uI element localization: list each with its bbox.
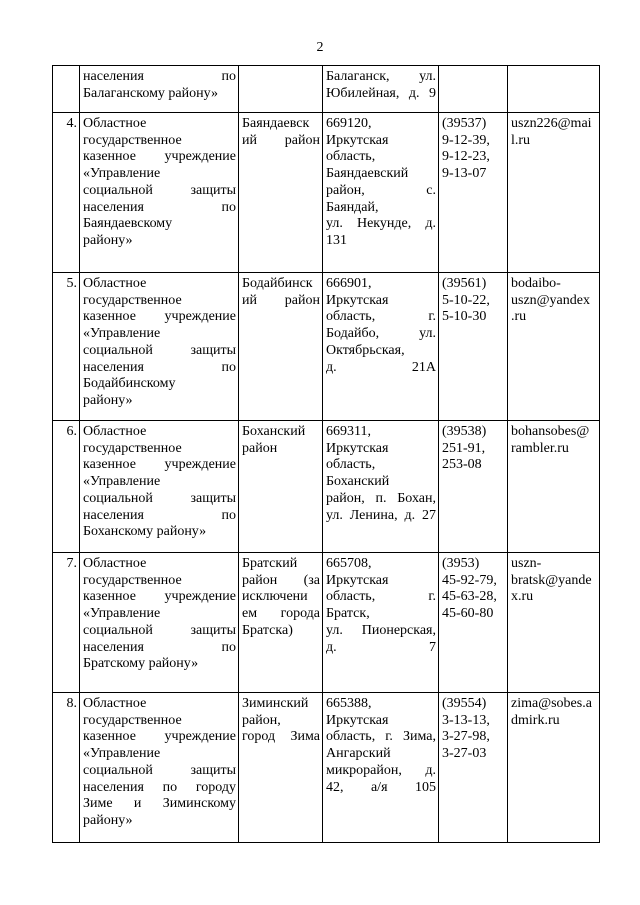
addr-line: микрорайон, д. xyxy=(326,762,436,778)
org-line: населения по городу xyxy=(83,779,236,795)
page-number: 2 xyxy=(316,40,324,55)
cell-addr xyxy=(323,553,439,693)
table-row xyxy=(53,553,600,693)
org-line: району» xyxy=(83,232,133,248)
cell-area xyxy=(239,693,323,843)
addr-line: район, с. xyxy=(326,182,436,198)
org-line: «Управление xyxy=(83,746,161,762)
org-line: социальной защиты xyxy=(83,342,236,358)
cell-addr xyxy=(323,693,439,843)
addr-line: Баяндаевский xyxy=(326,166,409,182)
org-line: Областное xyxy=(83,116,147,131)
addr-line: 42, а/я 105 xyxy=(326,779,436,795)
area-line: Братский xyxy=(242,556,298,571)
area-line: ем города xyxy=(242,606,320,622)
institutions-table xyxy=(52,65,600,843)
cell-addr xyxy=(323,421,439,553)
cell-phone xyxy=(439,421,508,553)
row-number xyxy=(53,66,80,113)
org-line: социальной защиты xyxy=(83,490,236,506)
phone-line: 45-63-28, xyxy=(442,589,497,605)
phone-line: (39538) xyxy=(442,424,487,439)
cell-org xyxy=(80,66,239,113)
addr-line: 666901, xyxy=(326,276,372,291)
addr-line: Бодайбо, ул. xyxy=(326,326,436,342)
email-line: uszn226@mai xyxy=(511,116,592,131)
area-line: город Зима xyxy=(242,729,320,745)
org-line: государственное xyxy=(83,572,182,588)
area-line: Боханский xyxy=(242,424,306,439)
cell-phone xyxy=(439,66,508,113)
addr-line: область, г. xyxy=(326,309,436,325)
row-number: 6. xyxy=(53,421,80,553)
addr-line: д. 21А xyxy=(326,359,436,375)
email-line: bratsk@yande xyxy=(511,572,592,588)
addr-line: Юбилейная, д. 9 xyxy=(326,85,436,101)
email-line: rambler.ru xyxy=(511,440,569,456)
email-line: x.ru xyxy=(511,589,534,605)
phone-line: 45-60-80 xyxy=(442,606,494,622)
addr-line: ул. Пионерская, xyxy=(326,622,436,638)
org-line: району» xyxy=(83,392,133,408)
phone-line: 9-12-23, xyxy=(442,149,490,165)
row-number: 5. xyxy=(53,273,80,421)
cell-phone xyxy=(439,113,508,273)
org-line: социальной защиты xyxy=(83,622,236,638)
area-line: ий район xyxy=(242,292,320,308)
org-line: казенное учреждение xyxy=(83,457,236,473)
org-line: «Управление xyxy=(83,166,161,182)
addr-line: Балаганск, ул. xyxy=(326,69,436,84)
addr-line: Иркутская xyxy=(326,712,389,728)
phone-line: (39561) xyxy=(442,276,487,291)
org-line: району» xyxy=(83,812,133,828)
phone-line: 3-27-03 xyxy=(442,746,487,762)
addr-line: область, xyxy=(326,149,376,165)
cell-org xyxy=(80,553,239,693)
phone-line: 3-13-13, xyxy=(442,712,490,728)
org-line: Областное xyxy=(83,556,147,571)
addr-line: Иркутская xyxy=(326,292,389,308)
cell-email[interactable] xyxy=(508,66,600,113)
addr-line: область, г. Зима, xyxy=(326,729,436,745)
addr-line: 131 xyxy=(326,232,347,248)
cell-org xyxy=(80,113,239,273)
phone-line: 253-08 xyxy=(442,457,482,473)
addr-line: ул. Некунде, д. xyxy=(326,216,436,232)
cell-phone xyxy=(439,273,508,421)
addr-line: Ангарский xyxy=(326,746,391,762)
area-line: район xyxy=(242,440,278,456)
org-line: «Управление xyxy=(83,474,161,490)
phone-line: (39537) xyxy=(442,116,487,131)
org-line: государственное xyxy=(83,712,182,728)
area-line: ий район xyxy=(242,132,320,148)
addr-line: д. 7 xyxy=(326,639,436,655)
cell-email[interactable] xyxy=(508,113,600,273)
org-line: населения по xyxy=(83,359,236,375)
org-line: Областное xyxy=(83,696,147,711)
addr-line: Боханский xyxy=(326,474,390,490)
org-line: Бодайбинскому xyxy=(83,376,176,392)
addr-line: область, г. xyxy=(326,589,436,605)
addr-line: 669120, xyxy=(326,116,372,131)
cell-addr xyxy=(323,113,439,273)
org-line: казенное учреждение xyxy=(83,729,236,745)
cell-area xyxy=(239,421,323,553)
org-line: «Управление xyxy=(83,606,161,622)
email-line: dmirk.ru xyxy=(511,712,560,728)
cell-email[interactable] xyxy=(508,273,600,421)
cell-addr xyxy=(323,273,439,421)
org-line: социальной защиты xyxy=(83,762,236,778)
org-line: государственное xyxy=(83,440,182,456)
phone-line: 9-13-07 xyxy=(442,166,487,182)
addr-line: 665708, xyxy=(326,556,372,571)
phone-line: 45-92-79, xyxy=(442,572,497,588)
area-line: Зиминский xyxy=(242,696,309,711)
institutions-table-body xyxy=(53,66,600,843)
cell-org xyxy=(80,421,239,553)
phone-line: (3953) xyxy=(442,556,480,571)
org-line: Балаганскому району» xyxy=(83,85,218,101)
cell-area xyxy=(239,113,323,273)
addr-line: 665388, xyxy=(326,696,372,711)
addr-line: Иркутская xyxy=(326,132,389,148)
cell-phone xyxy=(439,693,508,843)
cell-phone xyxy=(439,553,508,693)
addr-line: область, xyxy=(326,457,376,473)
org-line: Баяндаевскому xyxy=(83,216,173,232)
cell-email[interactable] xyxy=(508,553,600,693)
org-line: населения по xyxy=(83,639,236,655)
addr-line: ул. Ленина, д. 27 xyxy=(326,507,436,523)
table-row xyxy=(53,273,600,421)
org-line: населения по xyxy=(83,507,236,523)
cell-area xyxy=(239,66,323,113)
email-line: zima@sobes.a xyxy=(511,696,592,711)
addr-line: район, п. Бохан, xyxy=(326,490,436,506)
cell-email[interactable] xyxy=(508,693,600,843)
org-line: населения по xyxy=(83,69,236,84)
org-line: государственное xyxy=(83,292,182,308)
org-line: населения по xyxy=(83,199,236,215)
org-line: казенное учреждение xyxy=(83,589,236,605)
cell-org xyxy=(80,273,239,421)
email-line: bohansobes@ xyxy=(511,424,590,439)
row-number: 7. xyxy=(53,553,80,693)
row-number: 8. xyxy=(53,693,80,843)
phone-line: 3-27-98, xyxy=(442,729,490,745)
table-row xyxy=(53,693,600,843)
email-line: l.ru xyxy=(511,132,531,148)
area-line: Бодайбинск xyxy=(242,276,313,291)
org-line: Боханскому району» xyxy=(83,524,207,540)
addr-line: Баяндай, xyxy=(326,199,379,215)
addr-line: Братск, xyxy=(326,606,370,622)
org-line: Братскому району» xyxy=(83,656,199,672)
cell-area xyxy=(239,553,323,693)
org-line: «Управление xyxy=(83,326,161,342)
phone-line: 251-91, xyxy=(442,440,486,456)
table-row xyxy=(53,421,600,553)
org-line: социальной защиты xyxy=(83,182,236,198)
addr-line: 669311, xyxy=(326,424,371,439)
phone-line: 9-12-39, xyxy=(442,132,490,148)
table-row xyxy=(53,113,600,273)
email-line: bodaibo- xyxy=(511,276,561,291)
phone-line: 5-10-22, xyxy=(442,292,490,308)
org-line: Областное xyxy=(83,424,147,439)
org-line: Зиме и Зиминскому xyxy=(83,796,236,812)
area-line: район, xyxy=(242,712,281,728)
cell-addr xyxy=(323,66,439,113)
row-number: 4. xyxy=(53,113,80,273)
area-line: район (за xyxy=(242,572,320,588)
addr-line: Иркутская xyxy=(326,572,389,588)
cell-email[interactable] xyxy=(508,421,600,553)
email-line: .ru xyxy=(511,309,527,325)
cell-org xyxy=(80,693,239,843)
table-row xyxy=(53,66,600,113)
org-line: Областное xyxy=(83,276,147,291)
org-line: государственное xyxy=(83,132,182,148)
area-line: Братска) xyxy=(242,622,293,638)
phone-line: (39554) xyxy=(442,696,487,711)
org-line: казенное учреждение xyxy=(83,309,236,325)
email-line: uszn@yandex xyxy=(511,292,590,308)
area-line: Баяндаевск xyxy=(242,116,310,131)
cell-area xyxy=(239,273,323,421)
area-line: исключени xyxy=(242,589,308,605)
addr-line: Иркутская xyxy=(326,440,389,456)
email-line: uszn- xyxy=(511,556,542,571)
addr-line: Октябрьская, xyxy=(326,342,405,358)
org-line: казенное учреждение xyxy=(83,149,236,165)
phone-line: 5-10-30 xyxy=(442,309,487,325)
